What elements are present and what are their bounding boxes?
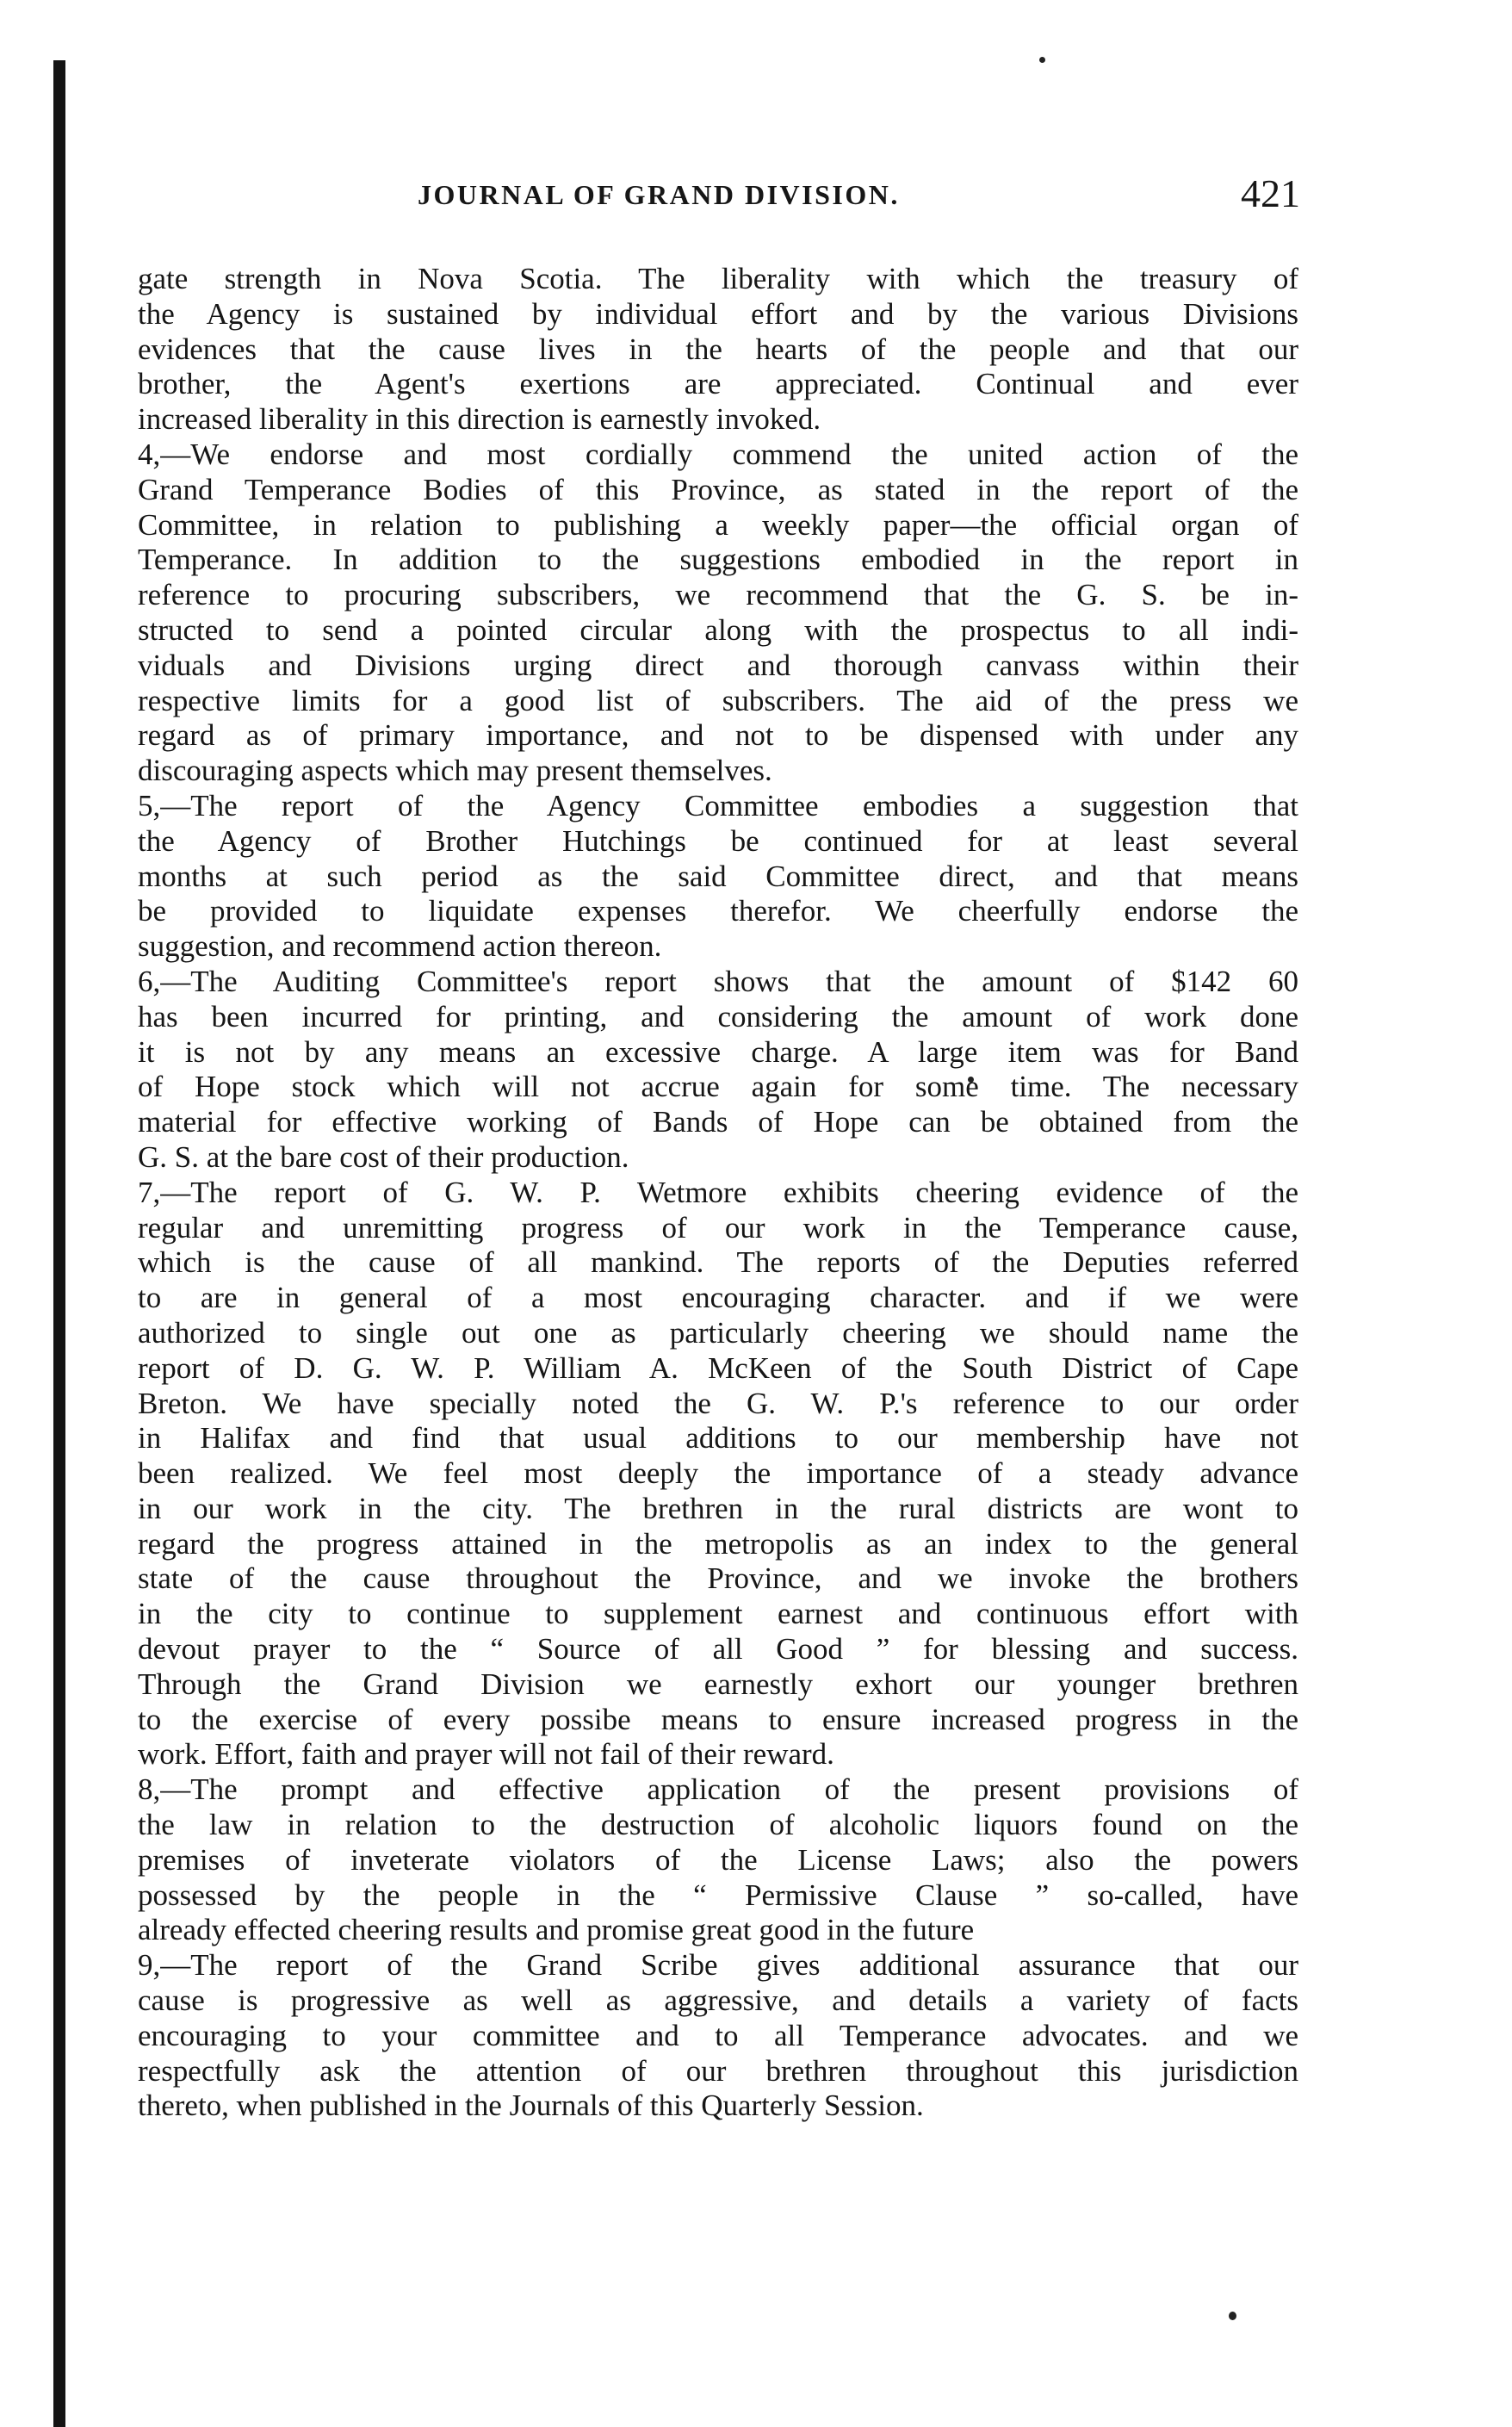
paragraph [138,262,1298,438]
paragraph [138,1176,1298,1773]
text-line: in our work in the city. The brethren in the rural districts are wont to [138,1491,1298,1525]
text-line: be provided to liquidate expenses therefor. We cheerfully endorse the [138,894,1298,928]
text-line: regard as of primary importance, and not to be dispensed with under any [138,718,1298,753]
text-line: authorized to single out one as particularly cheering we should name the [138,1315,1298,1350]
text-line: 8,—The prompt and effective application of the present provisions of [138,1772,1298,1807]
text-line: viduals and Divisions urging direct and thorough canvass within their [138,648,1298,682]
text-line: gate strength in Nova Scotia. The liberality with which the treasury of [138,262,1298,295]
text-line: Through the Grand Division we earnestly exhort our younger brethren [138,1667,1298,1701]
text-line: structed to send a pointed circular along with the prospectus to all indi- [138,612,1298,647]
text-line: 4,—We endorse and most cordially commend the united action of the [138,437,1298,471]
text-line: Breton. We have specially noted the G. W. P.'s reference to our order [138,1386,1298,1420]
text-line: Grand Temperance Bodies of this Province, as stated in the report of the [138,472,1298,506]
page-header [112,171,1300,222]
text-line: Temperance. In addition to the suggestions embodied in the report in [138,543,1298,577]
text-line: brother, the Agent's exertions are appreciated. Continual and ever [138,367,1298,401]
text-line: work. Effort, faith and prayer will not fail of their reward. [138,1737,834,1772]
text-line: has been incurred for printing, and considering the amount of work done [138,999,1298,1033]
text-line: discouraging aspects which may present themselves. [138,754,772,788]
text-line: already effected cheering results and promise great good in the future [138,1913,975,1947]
text-line: of Hope stock which will not accrue again for some time. The necessary [138,1070,1298,1104]
text-line: material for effective working of Bands of Hope can be obtained from the [138,1105,1298,1139]
text-line: 5,—The report of the Agency Committee embodies a suggestion that [138,788,1298,822]
text-line: encouraging to your committee and to all Temperance advocates. and we [138,2018,1298,2052]
text-line: in the city to continue to supplement earnest and continuous effort with [138,1597,1298,1631]
text-line: increased liberality in this direction is earnestly invoked. [138,402,821,437]
ink-speck [1039,57,1045,63]
text-line: months at such period as the said Committee direct, and that means [138,859,1298,893]
text-line: to are in general of a most encouraging character. and if we were [138,1281,1298,1315]
text-line: been realized. We feel most deeply the importance of a steady advance [138,1456,1298,1491]
page-number: 421 [1241,171,1300,215]
text-line: the Agency of Brother Hutchings be continued for at least several [138,823,1298,858]
ink-speck [1229,2312,1236,2320]
paragraph [138,438,1298,789]
text-line: premises of inveterate violators of the License Laws; also the powers [138,1842,1298,1877]
text-line: regard the progress attained in the metropolis as an index to the general [138,1526,1298,1561]
text-line: in Halifax and find that usual additions to our membership have not [138,1421,1298,1456]
text-line: Committee, in relation to publishing a weekly paper—the official organ of [138,507,1298,542]
text-line: evidences that the cause lives in the hearts of the people and that our [138,332,1298,366]
text-line: 7,—The report of G. W. P. Wetmore exhibits cheering evidence of the [138,1175,1298,1209]
text-line: respectfully ask the attention of our brethren throughout this jurisdiction [138,2053,1298,2088]
text-line: report of D. G. W. P. William A. McKeen of the South District of Cape [138,1350,1298,1385]
text-line: reference to procuring subscribers, we recommend that the G. S. be in- [138,578,1298,612]
text-line: state of the cause throughout the Province, and we invoke the brothers [138,1561,1298,1596]
body-text [138,262,1298,2124]
text-line: the Agency is sustained by individual effort and by the various Divisions [138,296,1298,331]
running-title: JOURNAL OF GRAND DIVISION. [418,179,900,210]
text-line: thereto, when published in the Journals of this Quarterly Session. [138,2089,924,2123]
paragraph [138,789,1298,965]
text-line: to the exercise of every possibe means to ensure increased progress in the [138,1702,1298,1736]
text-line: respective limits for a good list of subscribers. The aid of the press we [138,683,1298,717]
paragraph [138,1948,1298,2124]
paragraph [138,1772,1298,1948]
text-line: 6,—The Auditing Committee's report shows that the amount of $142 60 [138,964,1298,998]
text-line: 9,—The report of the Grand Scribe gives additional assurance that our [138,1948,1298,1983]
text-line: regular and unremitting progress of our work in the Temperance cause, [138,1210,1298,1245]
page-binding-edge [53,60,65,2427]
text-line: possessed by the people in the “ Permissive Clause ” so-called, have [138,1878,1298,1912]
text-line: cause is progressive as well as aggressive, and details a variety of facts [138,1983,1298,2018]
text-line: which is the cause of all mankind. The reports of the Deputies referred [138,1245,1298,1280]
text-line: G. S. at the bare cost of their production. [138,1139,629,1174]
text-line: it is not by any means an excessive charge. A large item was for Band [138,1034,1298,1069]
paragraph [138,965,1298,1176]
text-line: suggestion, and recommend action thereon. [138,929,662,964]
text-line: the law in relation to the destruction of alcoholic liquors found on the [138,1808,1298,1842]
text-line: devout prayer to the “ Source of all Good ” for blessing and success. [138,1632,1298,1667]
